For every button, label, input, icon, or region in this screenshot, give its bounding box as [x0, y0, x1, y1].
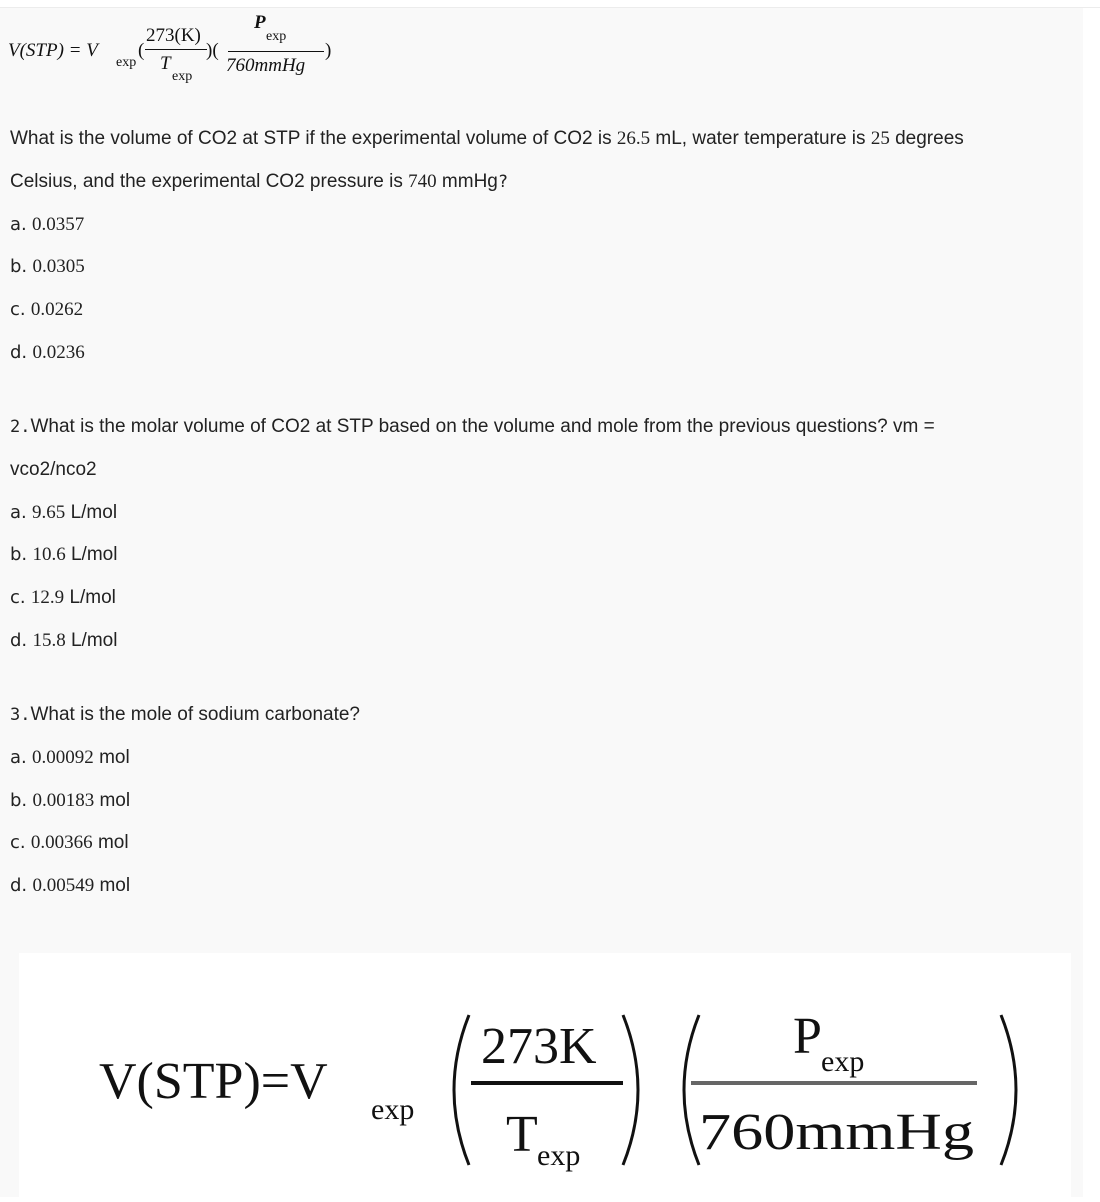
q3-option-d[interactable]	[10, 875, 130, 897]
formula-small-v-sub: exp	[116, 55, 137, 70]
formula-large-paren-2-open	[684, 1015, 699, 1165]
option-value: 12.9	[30, 587, 65, 608]
formula-large-paren-2-close	[1001, 1015, 1016, 1165]
formula-small-close-paren: )	[325, 40, 332, 61]
option-unit: L/mol	[69, 587, 116, 608]
formula-small-fraction-bar-1	[145, 49, 207, 50]
q1-question-mark: ?	[497, 172, 509, 192]
formula-small-numerator-2-sub: exp	[266, 29, 287, 44]
q2-line-2: vco2/nco2	[10, 459, 97, 480]
q1-text-a: What is the volume of CO2 at STP if the experimental volume of CO2 is	[10, 128, 612, 149]
q1-line-1	[10, 128, 964, 151]
formula-large-v-sub: exp	[371, 1093, 415, 1126]
q2-option-c[interactable]	[10, 587, 116, 609]
option-unit: mol	[97, 832, 129, 853]
q3-number: 3.	[10, 705, 31, 725]
q3-option-b[interactable]	[10, 790, 130, 812]
option-unit: L/mol	[70, 630, 118, 651]
q2-number: 2.	[10, 417, 31, 437]
formula-large-denominator-1: T	[506, 1106, 538, 1163]
q2-text: What is the molar volume of CO2 at STP based on the volume and mole from the previous questions? vm =	[30, 416, 935, 437]
option-value: 0.00183	[32, 790, 95, 811]
formula-large-numerator-2: P	[793, 1008, 822, 1065]
option-unit: L/mol	[70, 502, 118, 523]
q1-text-c: degrees	[895, 128, 964, 149]
q2-option-a[interactable]	[10, 502, 117, 524]
formula-small-numerator-2: P	[254, 12, 266, 33]
formula-small-lhs: V(STP) = V	[8, 40, 98, 61]
q1-line2-b: mmHg	[441, 171, 498, 192]
q2-option-d[interactable]	[10, 630, 117, 652]
option-letter: a.	[10, 747, 27, 768]
formula-small-denominator-2: 760mmHg	[226, 55, 306, 76]
option-value: 0.0262	[30, 299, 84, 320]
option-letter: d.	[10, 630, 28, 651]
formula-large-paren-1-close	[623, 1015, 638, 1165]
formula-small	[0, 8, 360, 88]
option-unit: L/mol	[70, 544, 118, 565]
formula-large	[19, 953, 1071, 1197]
option-value: 15.8	[32, 630, 66, 651]
option-value: 10.6	[32, 544, 66, 565]
formula-small-denominator-1-sub: exp	[172, 69, 193, 84]
formula-large-numerator-1: 273K	[481, 1018, 597, 1075]
option-letter: d.	[10, 342, 28, 363]
option-letter: b.	[10, 256, 28, 277]
option-unit: mol	[99, 790, 131, 811]
option-unit: mol	[99, 875, 131, 896]
formula-large-numerator-2-sub: exp	[821, 1045, 865, 1078]
option-letter: d.	[10, 875, 28, 896]
option-unit: mol	[99, 747, 130, 768]
q2-line-1	[10, 416, 935, 439]
q1-option-a[interactable]	[10, 214, 84, 236]
formula-large-denominator-1-sub: exp	[537, 1139, 581, 1172]
formula-large-denominator-2: 760mmHg	[699, 1104, 974, 1161]
formula-large-svg	[19, 953, 1071, 1197]
option-letter: c.	[10, 299, 26, 320]
formula-large-fraction-bar-1	[471, 1081, 623, 1085]
formula-large-paren-1-open	[454, 1015, 469, 1165]
formula-small-open-paren: (	[138, 40, 145, 61]
q1-pressure-value: 740	[408, 171, 437, 192]
option-letter: b.	[10, 544, 28, 565]
q1-option-c[interactable]	[10, 299, 83, 321]
q3-line-1	[10, 704, 360, 727]
option-value: 0.0305	[32, 256, 85, 277]
formula-small-middle-parens: )(	[206, 40, 219, 61]
q1-line-2	[10, 171, 508, 194]
formula-large-lhs: V(STP)=V	[99, 1053, 328, 1110]
formula-small-numerator-1: 273(K)	[146, 25, 201, 46]
q1-option-b[interactable]	[10, 256, 85, 278]
formula-small-denominator-1: T	[160, 53, 171, 74]
option-value: 0.00549	[32, 875, 95, 896]
option-value: 0.00366	[30, 832, 93, 853]
q1-option-d[interactable]	[10, 342, 85, 364]
q1-volume-value: 26.5	[616, 128, 651, 149]
q3-text: What is the mole of sodium carbonate?	[30, 704, 360, 725]
option-letter: b.	[10, 790, 28, 811]
option-value: 0.0236	[32, 342, 85, 363]
q1-text-b: mL, water temperature is	[655, 128, 866, 149]
option-value: 9.65	[32, 502, 66, 523]
q1-line2-a: Celsius, and the experimental CO2 pressure is	[10, 171, 403, 192]
q1-temp-value: 25	[870, 128, 890, 149]
option-letter: c.	[10, 587, 26, 608]
formula-small-fraction-bar-2	[228, 51, 324, 52]
option-letter: a.	[10, 214, 27, 235]
option-value: 0.00092	[32, 747, 94, 768]
q3-option-c[interactable]	[10, 832, 129, 854]
q3-option-a[interactable]	[10, 747, 130, 769]
option-letter: a.	[10, 502, 27, 523]
option-letter: c.	[10, 832, 26, 853]
formula-large-fraction-bar-2	[691, 1081, 977, 1085]
q2-option-b[interactable]	[10, 544, 117, 566]
option-value: 0.0357	[32, 214, 85, 235]
